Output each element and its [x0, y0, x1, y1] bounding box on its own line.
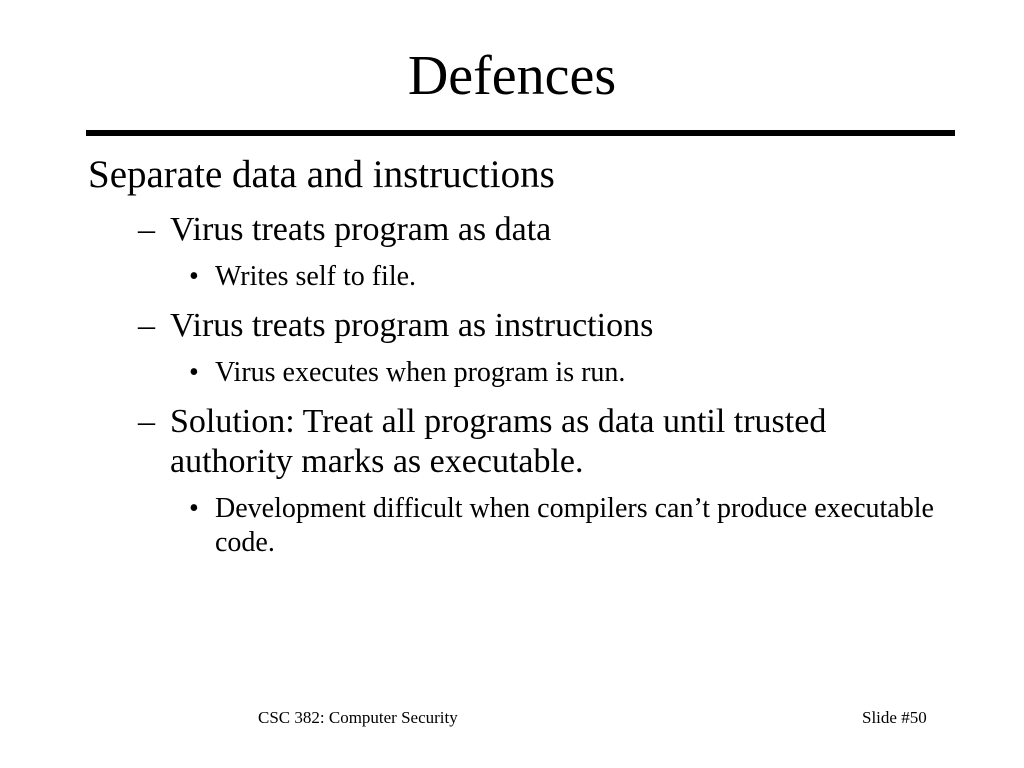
dash-marker: –: [138, 403, 155, 440]
bullet-level3-text: Development difficult when compilers can’t produce executable code.: [215, 493, 934, 558]
title-rule: [86, 130, 955, 136]
bullet-level1: Separate data and instructions: [88, 153, 555, 196]
bullet-level3-1: [189, 260, 968, 294]
footer-slide-number: Slide #50: [862, 708, 927, 727]
bullet-level2-3: [138, 402, 850, 482]
bullet-level2-1: [138, 210, 968, 250]
dot-marker: •: [189, 493, 199, 524]
dash-marker: –: [138, 307, 155, 344]
bullet-level2-text: Solution: Treat all programs as data until trusted authority marks as executable.: [170, 403, 827, 480]
slide-content: [88, 148, 968, 560]
bullet-level2-2: [138, 306, 968, 346]
bullet-level2-text: Virus treats program as instructions: [170, 307, 654, 344]
bullet-level3-3: [189, 492, 950, 560]
dash-marker: –: [138, 211, 155, 248]
dot-marker: •: [189, 357, 199, 388]
slide-title: Defences: [407, 45, 617, 107]
bullet-level2-text: Virus treats program as data: [170, 211, 552, 248]
bullet-level3-text: Writes self to file.: [215, 261, 417, 292]
dot-marker: •: [189, 261, 199, 292]
bullet-level3-2: [189, 356, 968, 390]
footer-course: CSC 382: Computer Security: [258, 708, 458, 727]
bullet-level3-text: Virus executes when program is run.: [215, 357, 626, 388]
